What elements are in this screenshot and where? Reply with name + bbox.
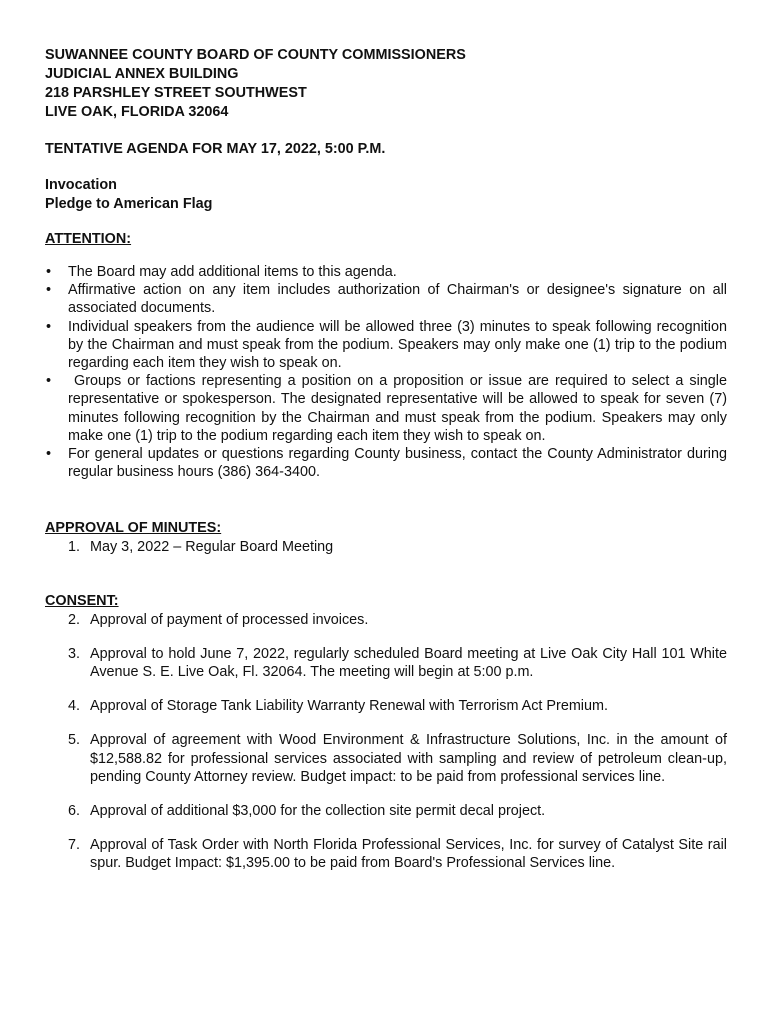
- attention-list: [45, 263, 731, 481]
- bullet-icon: •: [46, 264, 52, 280]
- list-item-text: Affirmative action on any item includes authorization of Chairman's or designee's signature on all associated documents.: [68, 282, 727, 317]
- item-text: Approval of payment of processed invoices.: [90, 611, 369, 628]
- bullet-icon: •: [46, 373, 52, 390]
- street-address: 218 PARSHLEY STREET SOUTHWEST: [45, 85, 307, 101]
- consent-list: [45, 611, 727, 873]
- bullet-icon: •: [46, 446, 52, 463]
- city-state-zip: LIVE OAK, FLORIDA 32064: [45, 104, 229, 120]
- item-number: 4.: [68, 698, 81, 715]
- bullet-icon: •: [46, 282, 52, 299]
- item-number: 5.: [68, 732, 81, 749]
- item-text: Approval of agreement with Wood Environment & Infrastructure Solutions, Inc. in the amount of $12,588.82 for professional services associated with sampling and review of petroleum clean-up, pending County Attorney review. Budget impact: to be paid from professional services line.: [90, 732, 727, 785]
- list-item: [45, 281, 727, 317]
- agenda-page: [45, 46, 731, 889]
- list-item: [45, 445, 727, 481]
- list-item-text: For general updates or questions regarding County business, contact the County Administrator during regular business hours (386) 364-3400.: [68, 446, 727, 481]
- bullet-icon: •: [46, 318, 52, 335]
- agenda-item: [45, 645, 727, 681]
- item-number: 1.: [68, 539, 81, 556]
- list-item-text: Individual speakers from the audience will be allowed three (3) minutes to speak following recognition by the Chairman and must speak from the podium. Speakers may only make one (1) trip to the podium regarding each item they wish to speak on.: [68, 318, 727, 372]
- attention-heading: ATTENTION:: [45, 231, 132, 247]
- agenda-item: [45, 836, 727, 872]
- item-text: Approval of Task Order with North Florida Professional Services, Inc. for survey of Catalyst Site rail spur. Budget Impact: $1,395.00 to be paid from Board's Professional Services line.: [90, 837, 727, 872]
- item-text: Approval of additional $3,000 for the collection site permit decal project.: [90, 803, 546, 820]
- minutes-list: [45, 538, 727, 556]
- agenda-item: [45, 538, 727, 556]
- list-item-text: Groups or factions representing a position on a proposition or issue are required to select a single representative or spokesperson. The designated representative will be allowed to speak for seven (7) minutes following recognition by the Chairman and must speak from the podium. Speakers may only make one (1) trip to the podium regarding each item they wish to speak on.: [68, 373, 731, 444]
- agenda-item: [45, 731, 727, 786]
- item-number: 3.: [68, 645, 81, 662]
- consent-heading: CONSENT:: [45, 592, 119, 609]
- agenda-title: TENTATIVE AGENDA FOR MAY 17, 2022, 5:00 P.M.: [45, 141, 386, 157]
- item-number: 6.: [68, 803, 81, 820]
- invocation: Invocation: [45, 177, 117, 193]
- list-item: [45, 372, 731, 445]
- approval-of-minutes-heading: APPROVAL OF MINUTES:: [45, 520, 222, 537]
- building-name: JUDICIAL ANNEX BUILDING: [45, 66, 239, 82]
- board-name: SUWANNEE COUNTY BOARD OF COUNTY COMMISSIONERS: [45, 47, 466, 63]
- list-item: [45, 318, 727, 373]
- item-text: Approval to hold June 7, 2022, regularly scheduled Board meeting at Live Oak City Hall 101 White Avenue S. E. Live Oak, Fl. 32064. The meeting will begin at 5:00 p.m.: [90, 645, 727, 681]
- opening-items: [45, 176, 727, 214]
- list-item-text: The Board may add additional items to this agenda.: [68, 264, 397, 280]
- agenda-item: [45, 697, 727, 715]
- pledge: Pledge to American Flag: [45, 196, 213, 212]
- letterhead: [45, 46, 727, 122]
- item-number: 7.: [68, 837, 81, 854]
- agenda-item: [45, 802, 727, 820]
- agenda-item: [45, 611, 727, 629]
- item-text: Approval of Storage Tank Liability Warranty Renewal with Terrorism Act Premium.: [90, 698, 608, 715]
- list-item: [45, 263, 727, 281]
- item-number: 2.: [68, 611, 81, 628]
- item-text: May 3, 2022 – Regular Board Meeting: [90, 539, 334, 556]
